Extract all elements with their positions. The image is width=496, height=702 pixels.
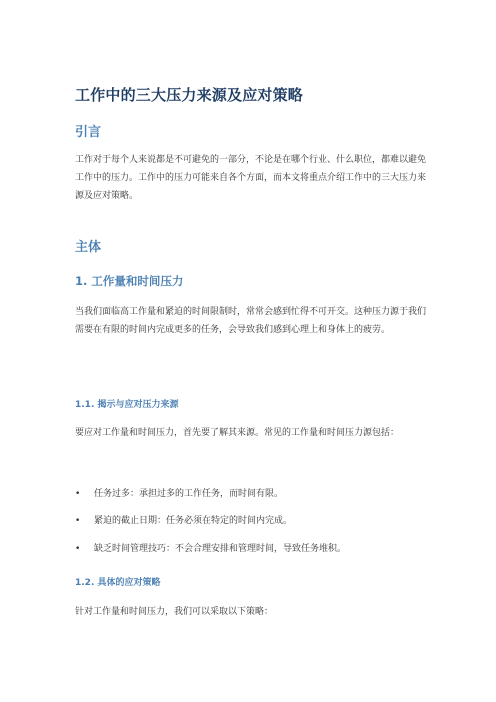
section-1-heading: 1. 工作量和时间压力: [75, 274, 184, 288]
document-title: 工作中的三大压力来源及应对策略: [75, 86, 304, 104]
bullet-icon: •: [75, 544, 81, 554]
list-item: [75, 487, 430, 501]
section-1-paragraph: 当我们面临高工作量和紧迫的时间限制时，常常会感到忙得不可开交。这种压力源于我们需要在有限的时间内完成更多的任务，会导致我们感到心理上和身体上的疲劳。: [75, 307, 427, 335]
list-item-text: 任务过多：承担过多的工作任务，而时间有限。: [94, 489, 284, 499]
subsection-1-1-heading: 1.1. 揭示与应对压力来源: [75, 400, 179, 410]
subsection-1-1-paragraph: 要应对工作量和时间压力，首先要了解其来源。常见的工作量和时间压力源包括：: [75, 428, 400, 438]
list-item-text: 缺乏时间管理技巧：不会合理安排和管理时间，导致任务堆积。: [94, 544, 347, 554]
list-item-text: 紧迫的截止日期：任务必须在特定的时间内完成。: [94, 516, 293, 526]
intro-heading: 引言: [75, 125, 102, 140]
subsection-1-2-paragraph: 针对工作量和时间压力，我们可以采取以下策略：: [75, 607, 274, 617]
bullet-icon: •: [75, 489, 81, 499]
subsection-1-2-heading: 1.2. 具体的应对策略: [75, 578, 161, 588]
bullet-icon: •: [75, 516, 81, 526]
main-heading: 主体: [75, 240, 102, 255]
list-item: [75, 542, 430, 556]
list-item: [75, 514, 430, 528]
intro-paragraph: 工作对于每个人来说都是不可避免的一部分，不论是在哪个行业、什么职位，都难以避免工作中的压力。工作中的压力可能来自各个方面，而本文将重点介绍工作中的三大压力来源及应对策略。: [75, 155, 427, 201]
